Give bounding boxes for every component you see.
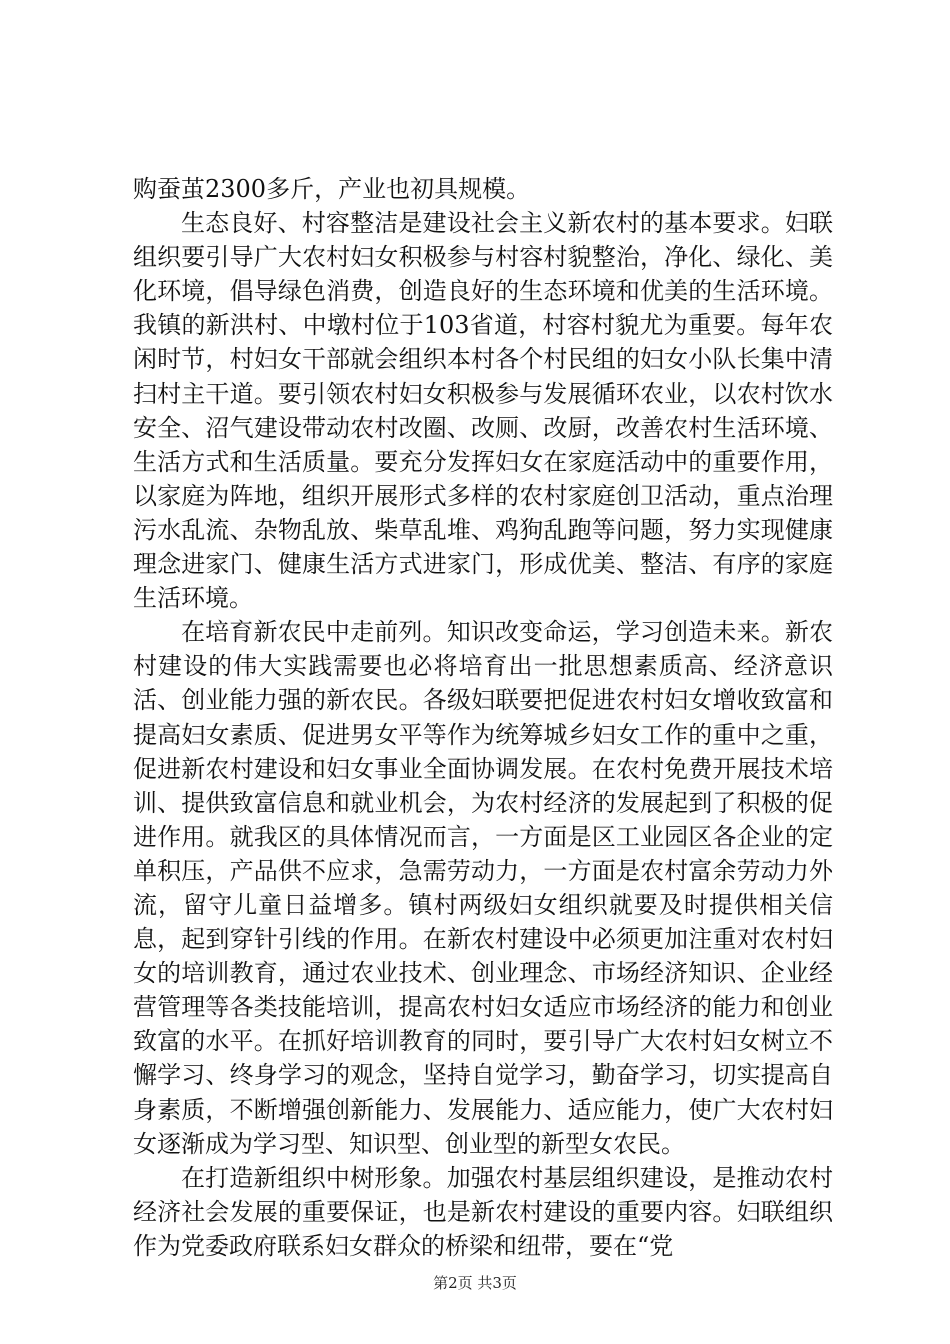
paragraph-continuation: 购蚕茧2300多斤，产业也初具规模。 (133, 175, 531, 203)
paragraph-new-farmers: 在培育新农民中走前列。知识改变命运，学习创造未来。新农村建设的伟大实践需要也必将培育出一批思想素质高、经济意识活、创业能力强的新农民。各级妇联要把促进农村妇女增收致富和提高妇女素质、促进男女平等作为统筹城乡妇女工作的重中之重，促进新农村建设和妇女事业全面协调发展。在农村免费开展技术培训、提供致富信息和就业机会，为农村经济的发展起到了积极的促进作用。就我区的具体情况而言，一方面是区工业园区各企业的定单积压，产品供不应求，急需劳动力，一方面是农村富余劳动力外流，留守儿童日益增多。镇村两级妇女组织就要及时提供相关信息，起到穿针引线的作用。在新农村建设中必须更加注重对农村妇女的培训教育，通过农业技术、创业理念、市场经济知识、企业经营管理等各类技能培训，提高农村妇女适应市场经济的能力和创业致富的水平。在抓好培训教育的同时，要引导广大农村妇女树立不懈学习、终身学习的观念，坚持自觉学习，勤奋学习，切实提高自身素质，不断增强创新能力、发展能力、适应能力，使广大农村妇女逐渐成为学习型、知识型、创业型的新型女农民。 (133, 618, 833, 1158)
document-body (133, 172, 833, 1263)
paragraph-ecology: 生态良好、村容整洁是建设社会主义新农村的基本要求。妇联组织要引导广大农村妇女积极参与村容村貌整治，净化、绿化、美化环境，倡导绿色消费，创造良好的生态环境和优美的生活环境。我镇的新洪村、中墩村位于103省道，村容村貌尤为重要。每年农闲时节，村妇女干部就会组织本村各个村民组的妇女小队长集中清扫村主干道。要引领农村妇女积极参与发展循环农业，以农村饮水安全、沼气建设带动农村改圈、改厕、改厨，改善农村生活环境、生活方式和生活质量。要充分发挥妇女在家庭活动中的重要作用，以家庭为阵地，组织开展形式多样的农村家庭创卫活动，重点治理污水乱流、杂物乱放、柴草乱堆、鸡狗乱跑等问题，努力实现健康理念进家门、健康生活方式进家门，形成优美、整洁、有序的家庭生活环境。 (133, 209, 833, 613)
page-number-footer: 第2页 共3页 (433, 1274, 517, 1292)
paragraph-new-organization: 在打造新组织中树形象。加强农村基层组织建设，是推动农村经济社会发展的重要保证，也是新农村建设的重要内容。妇联组织作为党委政府联系妇女群众的桥梁和纽带，要在“党 (133, 1163, 833, 1260)
